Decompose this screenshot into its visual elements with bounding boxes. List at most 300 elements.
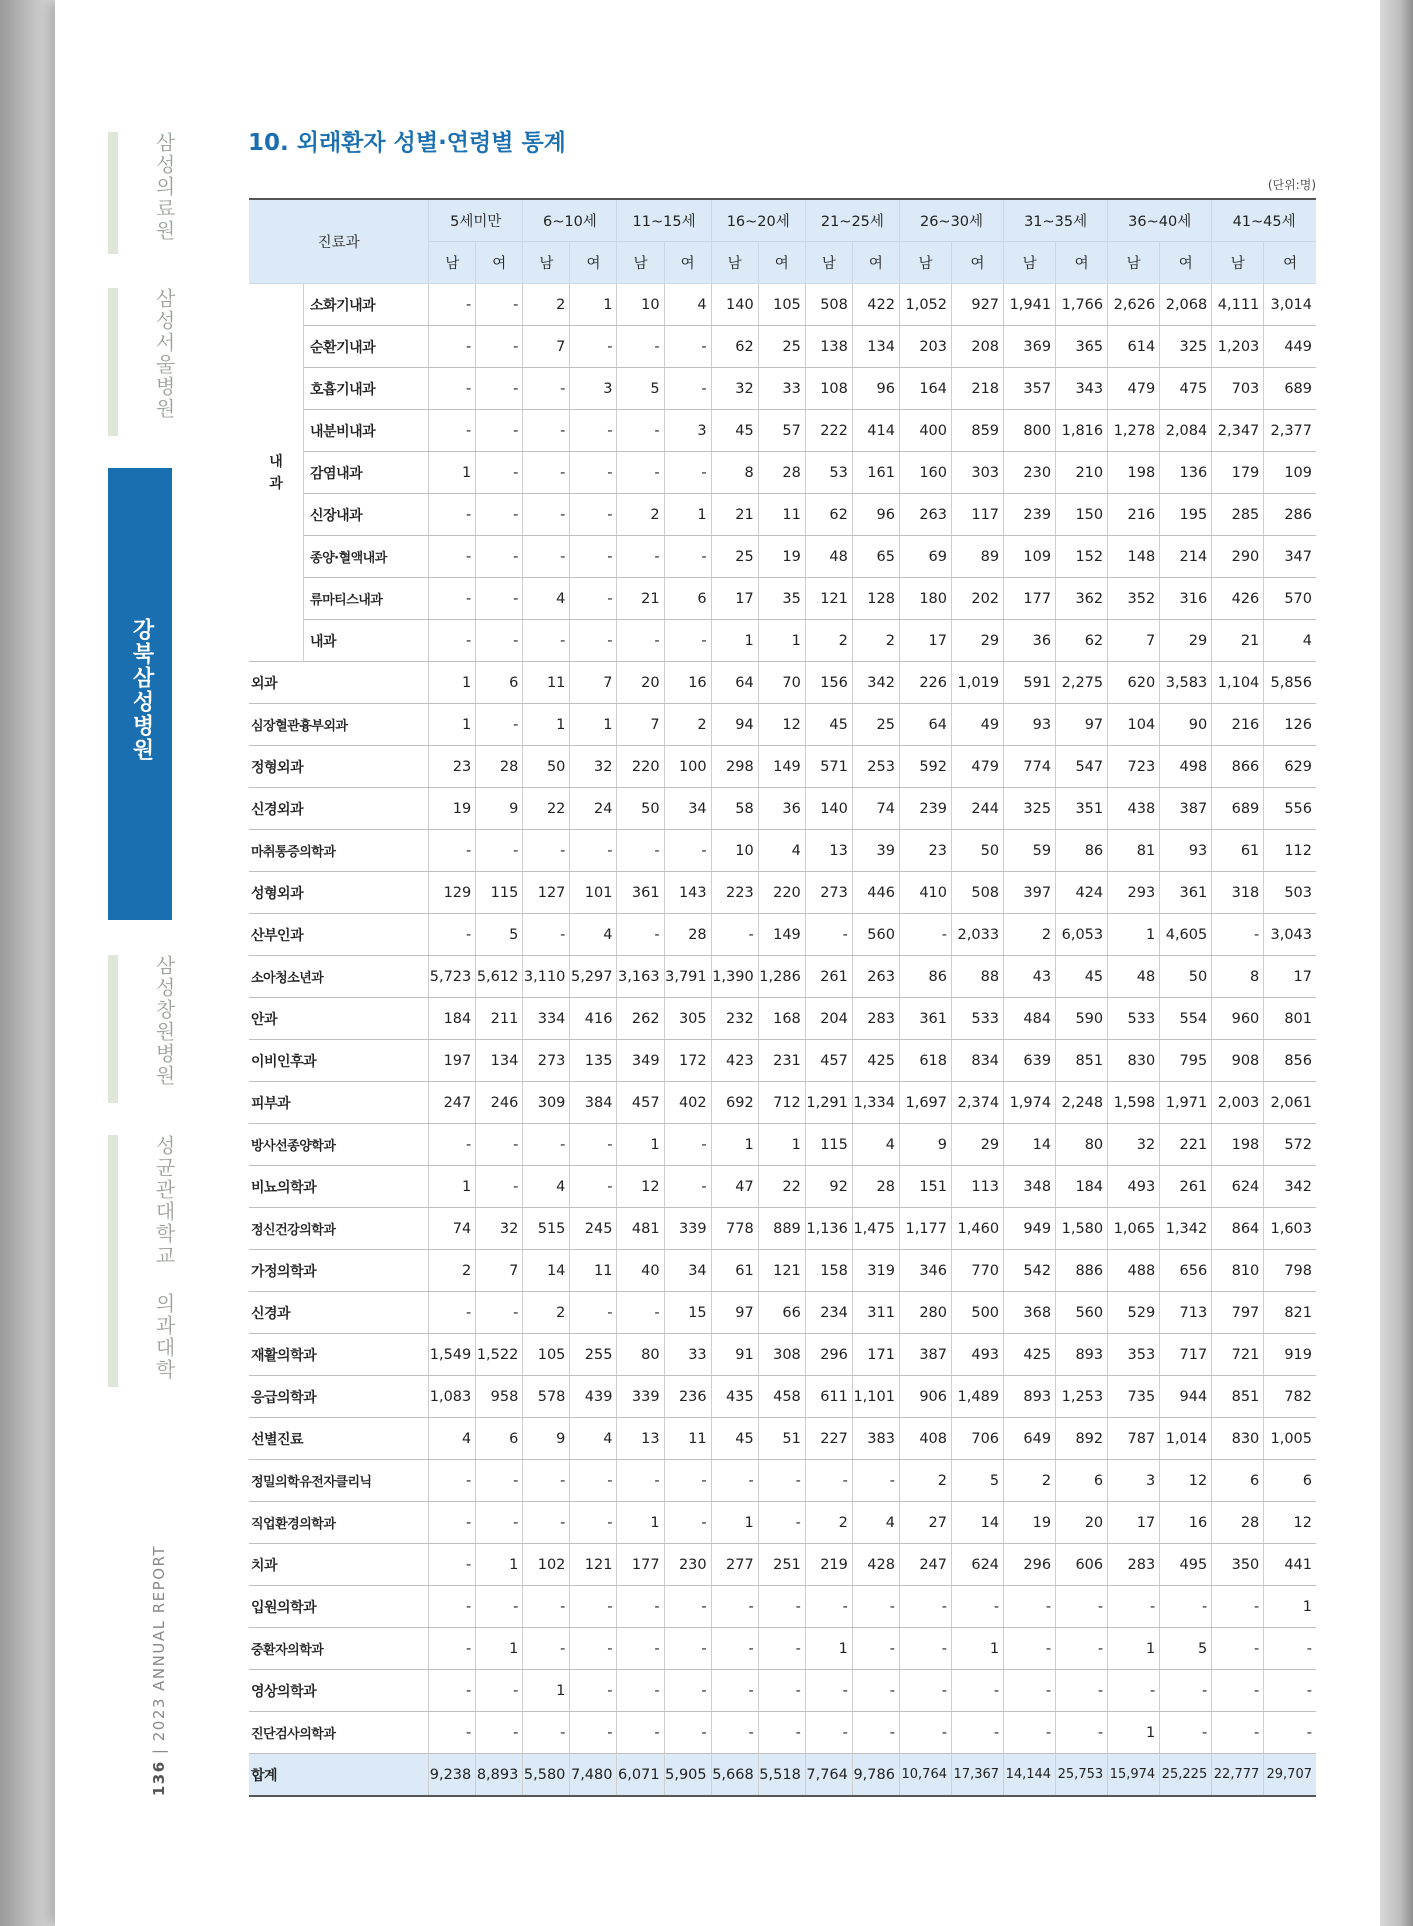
dept-group-label: 내 과 — [249, 284, 304, 662]
value-cell: 204 — [805, 998, 852, 1040]
value-cell: 778 — [711, 1208, 758, 1250]
value-cell: 195 — [1160, 494, 1212, 536]
value-cell: 770 — [952, 1250, 1004, 1292]
value-cell: 88 — [952, 956, 1004, 998]
table-row — [249, 788, 1316, 830]
value-cell: 1 — [429, 1166, 476, 1208]
value-cell: 220 — [758, 872, 805, 914]
dept-name: 종양·혈액내과 — [304, 536, 429, 578]
value-cell: - — [523, 410, 570, 452]
value-cell: 51 — [758, 1418, 805, 1460]
dept-name: 마취통증의학과 — [249, 830, 429, 872]
value-cell: 5 — [476, 914, 523, 956]
header-sex: 여 — [852, 242, 899, 284]
value-cell: - — [476, 368, 523, 410]
value-cell: 6 — [476, 662, 523, 704]
value-cell: - — [570, 410, 617, 452]
value-cell: 28 — [852, 1166, 899, 1208]
value-cell: 7 — [523, 326, 570, 368]
value-cell: 80 — [1056, 1124, 1108, 1166]
value-cell: 319 — [852, 1250, 899, 1292]
value-cell: - — [570, 1670, 617, 1712]
value-cell: - — [805, 1712, 852, 1754]
total-value-cell: 5,905 — [664, 1754, 711, 1797]
value-cell: 32 — [570, 746, 617, 788]
value-cell: 50 — [952, 830, 1004, 872]
value-cell: - — [570, 620, 617, 662]
value-cell: - — [664, 452, 711, 494]
value-cell: 244 — [952, 788, 1004, 830]
table-row — [249, 368, 1316, 410]
value-cell: 50 — [523, 746, 570, 788]
sidebar-tab-label: 삼성의료원 — [152, 132, 176, 242]
value-cell: - — [429, 830, 476, 872]
value-cell: 656 — [1160, 1250, 1212, 1292]
value-cell: - — [1264, 1712, 1316, 1754]
value-cell: 560 — [1056, 1292, 1108, 1334]
header-sex: 여 — [476, 242, 523, 284]
dept-name: 심장혈관흉부외과 — [249, 704, 429, 746]
header-sex: 남 — [1004, 242, 1056, 284]
value-cell: 821 — [1264, 1292, 1316, 1334]
value-cell: 8 — [711, 452, 758, 494]
value-cell: 273 — [805, 872, 852, 914]
value-cell: - — [1212, 1586, 1264, 1628]
value-cell: 263 — [852, 956, 899, 998]
value-cell: 1 — [617, 1124, 664, 1166]
table-row — [249, 1460, 1316, 1502]
value-cell: - — [570, 830, 617, 872]
value-cell: 102 — [523, 1544, 570, 1586]
value-cell: 3,583 — [1160, 662, 1212, 704]
value-cell: 4 — [429, 1418, 476, 1460]
value-cell: - — [1004, 1628, 1056, 1670]
value-cell: 620 — [1108, 662, 1160, 704]
value-cell: 286 — [1264, 494, 1316, 536]
value-cell: 353 — [1108, 1334, 1160, 1376]
value-cell: 246 — [476, 1082, 523, 1124]
value-cell: 100 — [664, 746, 711, 788]
value-cell: - — [570, 1124, 617, 1166]
value-cell: 5 — [1160, 1628, 1212, 1670]
value-cell: 6 — [664, 578, 711, 620]
page-edge — [1380, 0, 1413, 1926]
value-cell: 1 — [805, 1628, 852, 1670]
value-cell: 1 — [1108, 1628, 1160, 1670]
value-cell: 89 — [952, 536, 1004, 578]
value-cell: - — [1056, 1670, 1108, 1712]
value-cell: 7 — [476, 1250, 523, 1292]
value-cell: 2,347 — [1212, 410, 1264, 452]
value-cell: 508 — [805, 284, 852, 326]
value-cell: 29 — [1160, 620, 1212, 662]
value-cell: 239 — [899, 788, 951, 830]
value-cell: 1,489 — [952, 1376, 1004, 1418]
dept-name: 비뇨의학과 — [249, 1166, 429, 1208]
table-row — [249, 872, 1316, 914]
value-cell: 48 — [1108, 956, 1160, 998]
value-cell: 32 — [711, 368, 758, 410]
dept-name: 순환기내과 — [304, 326, 429, 368]
value-cell: 787 — [1108, 1418, 1160, 1460]
value-cell: - — [805, 914, 852, 956]
value-cell: 349 — [617, 1040, 664, 1082]
value-cell: 16 — [664, 662, 711, 704]
header-age-group: 21~25세 — [805, 199, 899, 242]
value-cell: 263 — [899, 494, 951, 536]
value-cell: 416 — [570, 998, 617, 1040]
table-row — [249, 1628, 1316, 1670]
dept-name: 방사선종양학과 — [249, 1124, 429, 1166]
value-cell: 34 — [664, 788, 711, 830]
table-row — [249, 1712, 1316, 1754]
total-value-cell: 25,225 — [1160, 1754, 1212, 1797]
dept-name: 재활의학과 — [249, 1334, 429, 1376]
value-cell: - — [429, 1712, 476, 1754]
value-cell: 285 — [1212, 494, 1264, 536]
value-cell: - — [664, 620, 711, 662]
total-value-cell: 29,707 — [1264, 1754, 1316, 1797]
value-cell: 6 — [1056, 1460, 1108, 1502]
dept-name: 신경과 — [249, 1292, 429, 1334]
value-cell: 500 — [952, 1292, 1004, 1334]
value-cell: 2 — [664, 704, 711, 746]
value-cell: - — [476, 1712, 523, 1754]
value-cell: 211 — [476, 998, 523, 1040]
value-cell: 109 — [1004, 536, 1056, 578]
header-sex: 여 — [1160, 242, 1212, 284]
value-cell: 624 — [1212, 1166, 1264, 1208]
value-cell: - — [711, 1628, 758, 1670]
value-cell: 316 — [1160, 578, 1212, 620]
value-cell: 64 — [899, 704, 951, 746]
value-cell: 12 — [1160, 1460, 1212, 1502]
sidebar-tab-skku-medicine[interactable] — [55, 1135, 176, 1387]
value-cell: - — [1212, 1712, 1264, 1754]
value-cell: - — [429, 494, 476, 536]
value-cell: 864 — [1212, 1208, 1264, 1250]
value-cell: 703 — [1212, 368, 1264, 410]
table-row — [249, 1040, 1316, 1082]
sidebar-tab-samsung-medical-center[interactable] — [55, 132, 176, 254]
value-cell: 1,019 — [952, 662, 1004, 704]
value-cell: 50 — [617, 788, 664, 830]
value-cell: 4,605 — [1160, 914, 1212, 956]
value-cell: - — [523, 452, 570, 494]
value-cell: 618 — [899, 1040, 951, 1082]
value-cell: 1 — [758, 620, 805, 662]
value-cell: 1 — [1108, 1712, 1160, 1754]
value-cell: 1 — [664, 494, 711, 536]
value-cell: 23 — [899, 830, 951, 872]
value-cell: - — [617, 410, 664, 452]
value-cell: - — [664, 830, 711, 872]
value-cell: 6 — [476, 1418, 523, 1460]
value-cell: - — [664, 536, 711, 578]
value-cell: 253 — [852, 746, 899, 788]
value-cell: 19 — [758, 536, 805, 578]
value-cell: 91 — [711, 1334, 758, 1376]
dept-name: 가정의학과 — [249, 1250, 429, 1292]
value-cell: - — [523, 1586, 570, 1628]
value-cell: 435 — [711, 1376, 758, 1418]
value-cell: 25 — [711, 536, 758, 578]
value-cell: 717 — [1160, 1334, 1212, 1376]
value-cell: 692 — [711, 1082, 758, 1124]
value-cell: 115 — [805, 1124, 852, 1166]
value-cell: - — [476, 1124, 523, 1166]
value-cell: 423 — [711, 1040, 758, 1082]
header-sex: 여 — [1056, 242, 1108, 284]
dept-name: 류마티스내과 — [304, 578, 429, 620]
value-cell: 365 — [1056, 326, 1108, 368]
header-sex: 남 — [899, 242, 951, 284]
value-cell: 441 — [1264, 1544, 1316, 1586]
value-cell: 830 — [1212, 1418, 1264, 1460]
value-cell: 13 — [617, 1418, 664, 1460]
header-sex: 여 — [758, 242, 805, 284]
value-cell: 28 — [758, 452, 805, 494]
table-row — [249, 956, 1316, 998]
value-cell: 503 — [1264, 872, 1316, 914]
value-cell: - — [617, 326, 664, 368]
value-cell: 15 — [664, 1292, 711, 1334]
value-cell: 226 — [899, 662, 951, 704]
value-cell: 927 — [952, 284, 1004, 326]
value-cell: 2 — [805, 1502, 852, 1544]
value-cell: 357 — [1004, 368, 1056, 410]
value-cell: 262 — [617, 998, 664, 1040]
value-cell: - — [523, 536, 570, 578]
value-cell: - — [570, 452, 617, 494]
value-cell: 127 — [523, 872, 570, 914]
value-cell: - — [1212, 914, 1264, 956]
value-cell: 351 — [1056, 788, 1108, 830]
value-cell: - — [570, 1460, 617, 1502]
value-cell: 438 — [1108, 788, 1160, 830]
value-cell: 554 — [1160, 998, 1212, 1040]
value-cell: 43 — [1004, 956, 1056, 998]
value-cell: 115 — [476, 872, 523, 914]
value-cell: 723 — [1108, 746, 1160, 788]
value-cell: 66 — [758, 1292, 805, 1334]
value-cell: 2,061 — [1264, 1082, 1316, 1124]
value-cell: 361 — [617, 872, 664, 914]
value-cell: 184 — [429, 998, 476, 1040]
value-cell: 2 — [1004, 914, 1056, 956]
value-cell: 856 — [1264, 1040, 1316, 1082]
value-cell: 1,334 — [852, 1082, 899, 1124]
total-value-cell: 5,668 — [711, 1754, 758, 1797]
value-cell: - — [429, 1670, 476, 1712]
value-cell: 222 — [805, 410, 852, 452]
value-cell: 1,941 — [1004, 284, 1056, 326]
table-row — [249, 1670, 1316, 1712]
value-cell: 572 — [1264, 1124, 1316, 1166]
value-cell: 515 — [523, 1208, 570, 1250]
value-cell: 12 — [617, 1166, 664, 1208]
value-cell: 1,580 — [1056, 1208, 1108, 1250]
value-cell: 387 — [1160, 788, 1212, 830]
sidebar-tab-samsung-changwon-hospital[interactable] — [55, 955, 176, 1103]
value-cell: - — [429, 914, 476, 956]
value-cell: 1,203 — [1212, 326, 1264, 368]
value-cell: - — [852, 1586, 899, 1628]
value-cell: 2,003 — [1212, 1082, 1264, 1124]
value-cell: - — [664, 1502, 711, 1544]
value-cell: 318 — [1212, 872, 1264, 914]
value-cell: - — [805, 1460, 852, 1502]
value-cell: - — [570, 1712, 617, 1754]
value-cell: 230 — [1004, 452, 1056, 494]
value-cell: 424 — [1056, 872, 1108, 914]
page-title: 10. 외래환자 성별·연령별 통계 — [248, 130, 566, 156]
table-row — [249, 1292, 1316, 1334]
value-cell: 346 — [899, 1250, 951, 1292]
table-row — [249, 494, 1316, 536]
value-cell: 24 — [570, 788, 617, 830]
value-cell: - — [899, 1586, 951, 1628]
value-cell: 59 — [1004, 830, 1056, 872]
dept-name: 내분비내과 — [304, 410, 429, 452]
value-cell: 3 — [1108, 1460, 1160, 1502]
value-cell: 592 — [899, 746, 951, 788]
value-cell: 449 — [1264, 326, 1316, 368]
value-cell: 1,136 — [805, 1208, 852, 1250]
total-value-cell: 5,580 — [523, 1754, 570, 1797]
value-cell: - — [570, 1586, 617, 1628]
value-cell: - — [1264, 1670, 1316, 1712]
table-row — [249, 1334, 1316, 1376]
value-cell: 6 — [1264, 1460, 1316, 1502]
value-cell: 361 — [899, 998, 951, 1040]
value-cell: - — [899, 1670, 951, 1712]
value-cell: - — [664, 1166, 711, 1208]
table-row — [249, 1502, 1316, 1544]
value-cell: 834 — [952, 1040, 1004, 1082]
value-cell: 4 — [523, 578, 570, 620]
value-cell: 383 — [852, 1418, 899, 1460]
value-cell: 1,549 — [429, 1334, 476, 1376]
value-cell: 69 — [899, 536, 951, 578]
total-value-cell: 6,071 — [617, 1754, 664, 1797]
value-cell: 689 — [1212, 788, 1264, 830]
value-cell: 93 — [1004, 704, 1056, 746]
sidebar-tab-kangbuk-samsung-hospital[interactable] — [108, 468, 172, 920]
page-number: 136 — [150, 1760, 168, 1797]
value-cell: 4,111 — [1212, 284, 1264, 326]
value-cell: - — [758, 1712, 805, 1754]
value-cell: - — [1108, 1586, 1160, 1628]
value-cell: 830 — [1108, 1040, 1160, 1082]
report-name: 2023 ANNUAL REPORT — [150, 1545, 168, 1742]
value-cell: 2,084 — [1160, 410, 1212, 452]
value-cell: 65 — [852, 536, 899, 578]
value-cell: 1 — [429, 662, 476, 704]
header-age-group: 6~10세 — [523, 199, 617, 242]
value-cell: 866 — [1212, 746, 1264, 788]
table-row — [249, 536, 1316, 578]
value-cell: 439 — [570, 1376, 617, 1418]
value-cell: - — [570, 1292, 617, 1334]
value-cell: 1,291 — [805, 1082, 852, 1124]
value-cell: 889 — [758, 1208, 805, 1250]
value-cell: 105 — [758, 284, 805, 326]
table-row — [249, 452, 1316, 494]
value-cell: 245 — [570, 1208, 617, 1250]
sidebar-tab-bar — [108, 288, 118, 436]
value-cell: 277 — [711, 1544, 758, 1586]
value-cell: - — [429, 1544, 476, 1586]
value-cell: 62 — [711, 326, 758, 368]
value-cell: 1,598 — [1108, 1082, 1160, 1124]
value-cell: - — [523, 1628, 570, 1670]
value-cell: 158 — [805, 1250, 852, 1292]
value-cell: 342 — [852, 662, 899, 704]
value-cell: 533 — [1108, 998, 1160, 1040]
value-cell: 1,816 — [1056, 410, 1108, 452]
value-cell: 223 — [711, 872, 758, 914]
value-cell: 706 — [952, 1418, 1004, 1460]
header-sex: 남 — [1108, 242, 1160, 284]
dept-name: 입원의학과 — [249, 1586, 429, 1628]
value-cell: 109 — [1264, 452, 1316, 494]
value-cell: 2 — [429, 1250, 476, 1292]
value-cell: 7 — [570, 662, 617, 704]
value-cell: 179 — [1212, 452, 1264, 494]
value-cell: - — [523, 494, 570, 536]
value-cell: 3 — [570, 368, 617, 410]
value-cell: - — [617, 830, 664, 872]
value-cell: 1 — [570, 284, 617, 326]
sidebar-tab-samsung-seoul-hospital[interactable] — [55, 288, 176, 436]
value-cell: 148 — [1108, 536, 1160, 578]
total-row — [249, 1754, 1316, 1797]
value-cell: 149 — [758, 746, 805, 788]
value-cell: 1 — [711, 620, 758, 662]
value-cell: 606 — [1056, 1544, 1108, 1586]
value-cell: 308 — [758, 1334, 805, 1376]
value-cell: 129 — [429, 872, 476, 914]
value-cell: - — [664, 1586, 711, 1628]
value-cell: 136 — [1160, 452, 1212, 494]
value-cell: 1 — [476, 1544, 523, 1586]
header-sex: 남 — [429, 242, 476, 284]
dept-name: 정신건강의학과 — [249, 1208, 429, 1250]
value-cell: 1,603 — [1264, 1208, 1316, 1250]
value-cell: 960 — [1212, 998, 1264, 1040]
value-cell: 886 — [1056, 1250, 1108, 1292]
value-cell: 339 — [617, 1376, 664, 1418]
value-cell: 19 — [1004, 1502, 1056, 1544]
value-cell: 2,626 — [1108, 284, 1160, 326]
sidebar-tab-label: 삼성서울병원 — [152, 288, 176, 420]
value-cell: 2,275 — [1056, 662, 1108, 704]
value-cell: 560 — [852, 914, 899, 956]
value-cell: 797 — [1212, 1292, 1264, 1334]
value-cell: 62 — [1056, 620, 1108, 662]
value-cell: 795 — [1160, 1040, 1212, 1082]
value-cell: 571 — [805, 746, 852, 788]
value-cell: 1,522 — [476, 1334, 523, 1376]
value-cell: 105 — [523, 1334, 570, 1376]
value-cell: 1,278 — [1108, 410, 1160, 452]
value-cell: 27 — [899, 1502, 951, 1544]
value-cell: - — [523, 1124, 570, 1166]
value-cell: 488 — [1108, 1250, 1160, 1292]
dept-name: 신경외과 — [249, 788, 429, 830]
dept-name: 정밀의학유전자클리닉 — [249, 1460, 429, 1502]
